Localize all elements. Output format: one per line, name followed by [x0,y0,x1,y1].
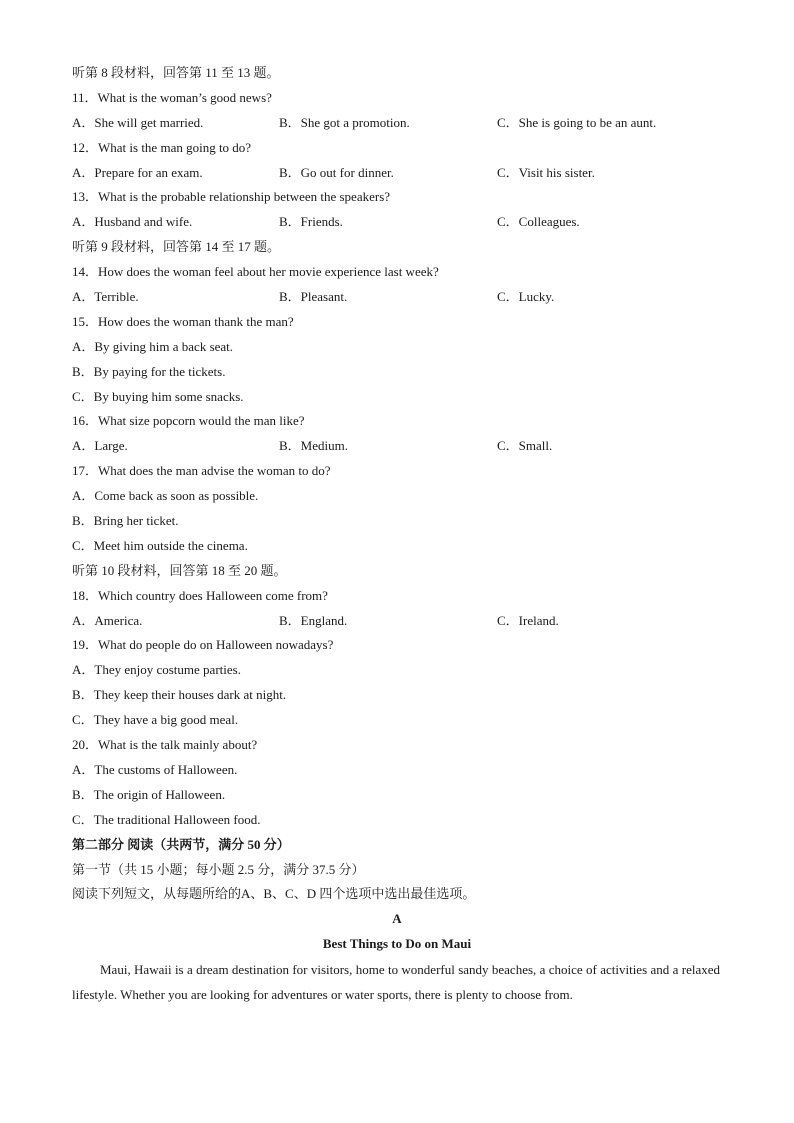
option-b: B．They keep their houses dark at night. [72,687,287,703]
option-c: C．The traditional Halloween food. [72,811,261,827]
question-stem: 12．What is the man going to do? [72,139,252,155]
passage-letter: A [392,911,402,927]
option-b: B．Pleasant. [279,289,348,305]
options-row [72,285,722,310]
options-row [72,161,722,186]
option-b: B．England. [279,612,348,628]
question-stem: 11．What is the woman’s good news? [72,89,272,105]
options-row [72,111,722,136]
option-b: B．By paying for the tickets. [72,363,226,379]
option-b: B．Bring her ticket. [72,513,179,529]
option-a: A．Come back as soon as possible. [72,488,259,504]
option-c: C．She is going to be an aunt. [497,114,657,130]
option-a: A．Large. [72,438,128,454]
option-a: A．Prepare for an exam. [72,164,203,180]
question-stem: 20．What is the talk mainly about? [72,737,258,753]
option-a: A．Terrible. [72,289,139,305]
options-row [72,210,722,235]
option-a: A．The customs of Halloween. [72,761,238,777]
section-header: 听第 9 段材料，回答第 14 至 17 题。 [72,239,281,255]
option-c: C．They have a big good meal. [72,712,239,728]
options-row [72,434,722,459]
option-b: B．The origin of Halloween. [72,786,226,802]
section-header: 听第 8 段材料，回答第 11 至 13 题。 [72,65,280,80]
passage-title: Best Things to Do on Maui [322,936,472,952]
option-c: C．Meet him outside the cinema. [72,537,248,553]
page-content [72,61,722,1020]
option-a: A．She will get married. [72,114,204,130]
question-stem: 15．How does the woman thank the man? [72,313,294,329]
option-c: C．By buying him some snacks. [72,388,244,404]
option-c: C．Colleagues. [497,214,580,230]
option-b: B．Go out for dinner. [279,164,394,180]
passage-paragraph: Maui, Hawaii is a dream destination for visitors, home to wonderful sandy beaches, a choice of activities and a relaxed lifestyle. Whether you are looking for adventures or water sports, there is plenty to choose from. [72,962,720,1003]
options-row [72,609,722,634]
question-stem: 17．What does the man advise the woman to do? [72,463,331,479]
option-c: C．Visit his sister. [497,164,595,180]
option-a: A．Husband and wife. [72,214,193,230]
part-title: 第二部分 阅读（共两节，满分 50 分） [72,836,290,852]
section-header: 听第 10 段材料，回答第 18 至 20 题。 [72,562,287,578]
option-b: B．Friends. [279,214,343,230]
option-c: C．Lucky. [497,289,555,305]
question-stem: 14．How does the woman feel about her movie experience last week? [72,264,439,280]
option-c: C．Small. [497,438,553,454]
option-a: A．America. [72,612,143,628]
option-a: A．They enjoy costume parties. [72,662,241,678]
option-b: B．She got a promotion. [279,114,410,130]
option-c: C．Ireland. [497,612,559,628]
option-b: B．Medium. [279,438,348,454]
question-stem: 13．What is the probable relationship between the speakers? [72,189,391,205]
section-title: 第一节（共 15 小题；每小题 2.5 分，满分 37.5 分） [72,861,365,877]
question-stem: 19．What do people do on Halloween nowadays? [72,637,334,653]
instruction: 阅读下列短文，从每题所给的A、B、C、D 四个选项中选出最佳选项。 [72,886,476,902]
option-a: A．By giving him a back seat. [72,338,234,354]
question-stem: 18．Which country does Halloween come from? [72,587,328,603]
question-stem: 16．What size popcorn would the man like? [72,413,305,429]
